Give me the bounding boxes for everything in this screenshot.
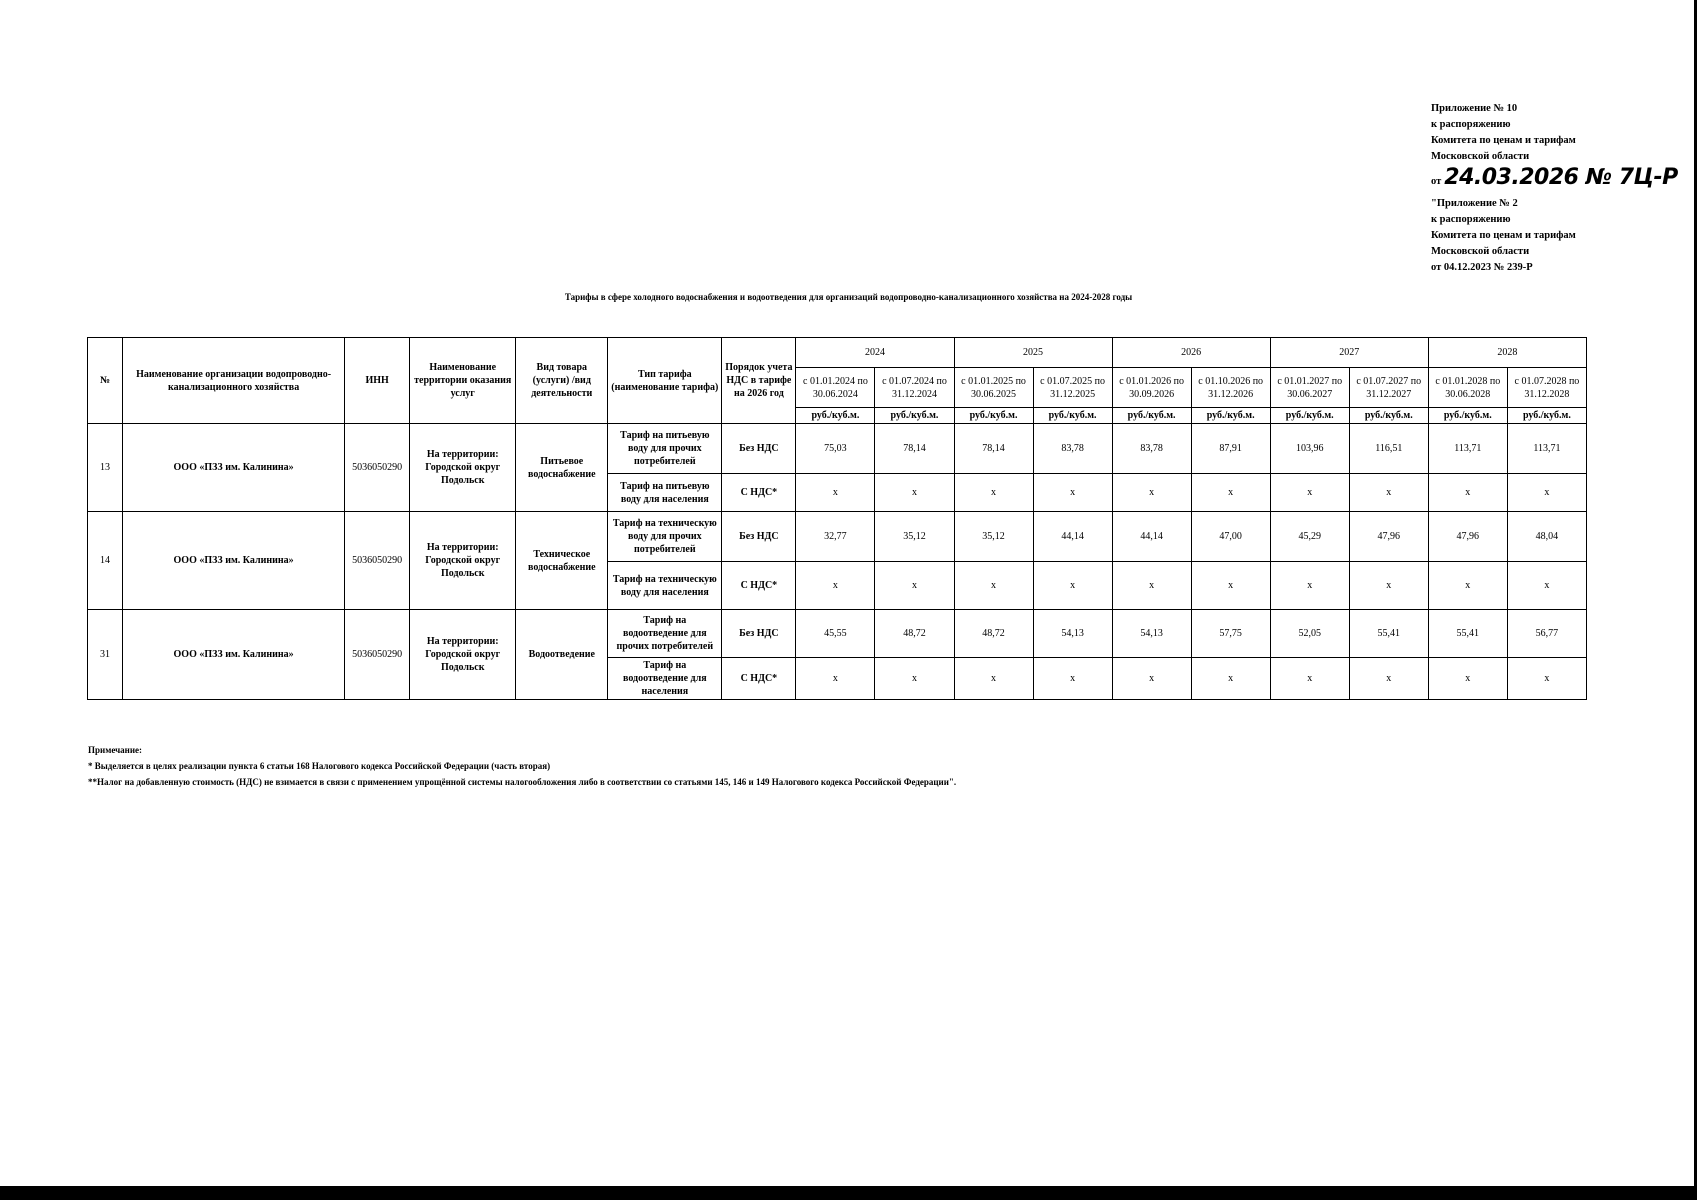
cell-value: 103,96 <box>1270 424 1349 474</box>
cell-vat: Без НДС <box>722 610 796 658</box>
cell-kind: Водоотведение <box>516 610 608 700</box>
cell-value: х <box>1112 658 1191 700</box>
header-year: 2025 <box>954 338 1112 368</box>
cell-value: х <box>796 562 875 610</box>
header-period: с 01.01.2026 по 30.09.2026 <box>1112 368 1191 408</box>
cell-value: х <box>1349 474 1428 512</box>
appendix-line: "Приложение № 2 <box>1431 198 1518 209</box>
header-unit: руб./куб.м. <box>1033 408 1112 424</box>
cell-value: 47,96 <box>1428 512 1507 562</box>
scan-edge-bottom <box>0 1186 1697 1200</box>
cell-vat: Без НДС <box>722 512 796 562</box>
cell-tariff-type: Тариф на техническую воду для прочих потребителей <box>608 512 722 562</box>
cell-value: х <box>1507 474 1586 512</box>
cell-territory: На территории: Городской округ Подольск <box>410 610 516 700</box>
document-title: Тарифы в сфере холодного водоснабжения и водоотведения для организаций водопроводно-канализационного хозяйства на 2024-2028 годы <box>564 292 1133 302</box>
header-unit: руб./куб.м. <box>1191 408 1270 424</box>
note-vat-footnote: * Выделяется в целях реализации пункта 6 статьи 168 Налогового кодекса Российской Федерации (часть вторая) <box>88 761 551 771</box>
header-period: с 01.01.2025 по 30.06.2025 <box>954 368 1033 408</box>
cell-value: 44,14 <box>1033 512 1112 562</box>
cell-inn: 5036050290 <box>345 610 410 700</box>
header-period: с 01.10.2026 по 31.12.2026 <box>1191 368 1270 408</box>
cell-value: х <box>875 474 954 512</box>
appendix-date-row <box>1431 165 1678 195</box>
header-unit: руб./куб.м. <box>875 408 954 424</box>
header-type: Тип тарифа (наименование тарифа) <box>608 338 722 424</box>
header-vat: Порядок учета НДС в тарифе на 2026 год <box>722 338 796 424</box>
cell-value: х <box>796 474 875 512</box>
cell-value: 55,41 <box>1349 610 1428 658</box>
appendix-line: Московской области <box>1431 246 1530 257</box>
header-territory: Наименование территории оказания услуг <box>410 338 516 424</box>
cell-value: 47,96 <box>1349 512 1428 562</box>
cell-kind: Питьевое водоснабжение <box>516 424 608 512</box>
cell-vat: Без НДС <box>722 424 796 474</box>
cell-value: 52,05 <box>1270 610 1349 658</box>
header-period: с 01.07.2025 по 31.12.2025 <box>1033 368 1112 408</box>
appendix-line: к распоряжению <box>1431 119 1511 130</box>
appendix-line: Московской области <box>1431 151 1530 162</box>
table-row <box>88 610 1587 658</box>
header-year: 2028 <box>1428 338 1586 368</box>
header-unit: руб./куб.м. <box>954 408 1033 424</box>
note-tax-exemption: **Налог на добавленную стоимость (НДС) не взимается в связи с применением упрощённой системы налогообложения либо в соответствии со статьями 145, 146 и 149 Налогового кодекса Российской Федерации". <box>88 777 957 787</box>
cell-value: 87,91 <box>1191 424 1270 474</box>
header-unit: руб./куб.м. <box>1428 408 1507 424</box>
cell-value: х <box>1507 658 1586 700</box>
cell-num: 13 <box>88 424 123 512</box>
cell-territory: На территории: Городской округ Подольск <box>410 512 516 610</box>
header-unit: руб./куб.м. <box>1112 408 1191 424</box>
cell-value: х <box>954 562 1033 610</box>
cell-kind: Техническое водоснабжение <box>516 512 608 610</box>
cell-tariff-type: Тариф на водоотведение для населения <box>608 658 722 700</box>
header-period: с 01.07.2028 по 31.12.2028 <box>1507 368 1586 408</box>
appendix-line: Комитета по ценам и тарифам <box>1431 135 1576 146</box>
cell-value: 83,78 <box>1112 424 1191 474</box>
appendix-header-new <box>1431 101 1678 195</box>
cell-value: х <box>1033 658 1112 700</box>
header-unit: руб./куб.м. <box>1349 408 1428 424</box>
handwritten-date-number: 24.03.2026 № 7Ц-Р <box>1444 165 1678 190</box>
cell-num: 14 <box>88 512 123 610</box>
cell-value: х <box>1191 474 1270 512</box>
cell-value: 45,55 <box>796 610 875 658</box>
cell-inn: 5036050290 <box>345 512 410 610</box>
cell-value: 47,00 <box>1191 512 1270 562</box>
cell-value: х <box>875 658 954 700</box>
cell-org: ООО «ПЗЗ им. Калинина» <box>123 424 345 512</box>
cell-vat: С НДС* <box>722 474 796 512</box>
cell-value: 44,14 <box>1112 512 1191 562</box>
cell-value: 35,12 <box>875 512 954 562</box>
cell-value: х <box>1112 474 1191 512</box>
cell-tariff-type: Тариф на техническую воду для населения <box>608 562 722 610</box>
header-period: с 01.01.2024 по 30.06.2024 <box>796 368 875 408</box>
notes <box>88 742 956 790</box>
cell-value: х <box>1270 474 1349 512</box>
cell-value: х <box>1191 562 1270 610</box>
header-kind: Вид товара (услуги) /вид деятельности <box>516 338 608 424</box>
appendix-line: от 04.12.2023 № 239-Р <box>1431 262 1533 273</box>
cell-value: х <box>1270 658 1349 700</box>
cell-value: х <box>1428 658 1507 700</box>
cell-value: х <box>1507 562 1586 610</box>
cell-value: 48,04 <box>1507 512 1586 562</box>
appendix-date-prefix: от <box>1431 176 1442 187</box>
cell-tariff-type: Тариф на водоотведение для прочих потребителей <box>608 610 722 658</box>
cell-value: 45,29 <box>1270 512 1349 562</box>
cell-org: ООО «ПЗЗ им. Калинина» <box>123 512 345 610</box>
cell-value: 54,13 <box>1033 610 1112 658</box>
header-period: с 01.07.2027 по 31.12.2027 <box>1349 368 1428 408</box>
notes-heading: Примечание: <box>88 745 143 755</box>
tariff-table <box>87 337 1587 700</box>
header-unit: руб./куб.м. <box>1270 408 1349 424</box>
cell-value: х <box>1270 562 1349 610</box>
appendix-line: к распоряжению <box>1431 214 1511 225</box>
header-year: 2027 <box>1270 338 1428 368</box>
header-inn: ИНН <box>345 338 410 424</box>
cell-territory: На территории: Городской округ Подольск <box>410 424 516 512</box>
header-year: 2026 <box>1112 338 1270 368</box>
cell-value: 113,71 <box>1507 424 1586 474</box>
cell-org: ООО «ПЗЗ им. Калинина» <box>123 610 345 700</box>
cell-value: 83,78 <box>1033 424 1112 474</box>
cell-value: х <box>875 562 954 610</box>
cell-value: х <box>1191 658 1270 700</box>
cell-value: 32,77 <box>796 512 875 562</box>
cell-value: 78,14 <box>954 424 1033 474</box>
header-unit: руб./куб.м. <box>1507 408 1586 424</box>
cell-value: х <box>1033 474 1112 512</box>
header-period: с 01.07.2024 по 31.12.2024 <box>875 368 954 408</box>
cell-value: х <box>1428 474 1507 512</box>
header-unit: руб./куб.м. <box>796 408 875 424</box>
cell-value: 75,03 <box>796 424 875 474</box>
cell-value: 116,51 <box>1349 424 1428 474</box>
cell-vat: С НДС* <box>722 562 796 610</box>
cell-value: х <box>1112 562 1191 610</box>
cell-inn: 5036050290 <box>345 424 410 512</box>
cell-value: 78,14 <box>875 424 954 474</box>
appendix-line: Приложение № 10 <box>1431 103 1518 114</box>
cell-value: х <box>1033 562 1112 610</box>
cell-value: х <box>796 658 875 700</box>
cell-tariff-type: Тариф на питьевую воду для населения <box>608 474 722 512</box>
header-period: с 01.01.2028 по 30.06.2028 <box>1428 368 1507 408</box>
cell-value: 113,71 <box>1428 424 1507 474</box>
cell-value: х <box>1428 562 1507 610</box>
cell-num: 31 <box>88 610 123 700</box>
cell-vat: С НДС* <box>722 658 796 700</box>
cell-value: 35,12 <box>954 512 1033 562</box>
cell-tariff-type: Тариф на питьевую воду для прочих потребителей <box>608 424 722 474</box>
cell-value: 55,41 <box>1428 610 1507 658</box>
cell-value: 54,13 <box>1112 610 1191 658</box>
cell-value: 48,72 <box>875 610 954 658</box>
appendix-line: Комитета по ценам и тарифам <box>1431 230 1576 241</box>
cell-value: х <box>1349 658 1428 700</box>
cell-value: 56,77 <box>1507 610 1586 658</box>
table-row <box>88 512 1587 562</box>
table-row <box>88 424 1587 474</box>
cell-value: х <box>954 474 1033 512</box>
header-org: Наименование организации водопроводно-канализационного хозяйства <box>123 338 345 424</box>
cell-value: 57,75 <box>1191 610 1270 658</box>
header-period: с 01.01.2027 по 30.06.2027 <box>1270 368 1349 408</box>
cell-value: 48,72 <box>954 610 1033 658</box>
header-year: 2024 <box>796 338 954 368</box>
header-num: № <box>88 338 123 424</box>
cell-value: х <box>954 658 1033 700</box>
cell-value: х <box>1349 562 1428 610</box>
appendix-header-old <box>1431 196 1576 276</box>
